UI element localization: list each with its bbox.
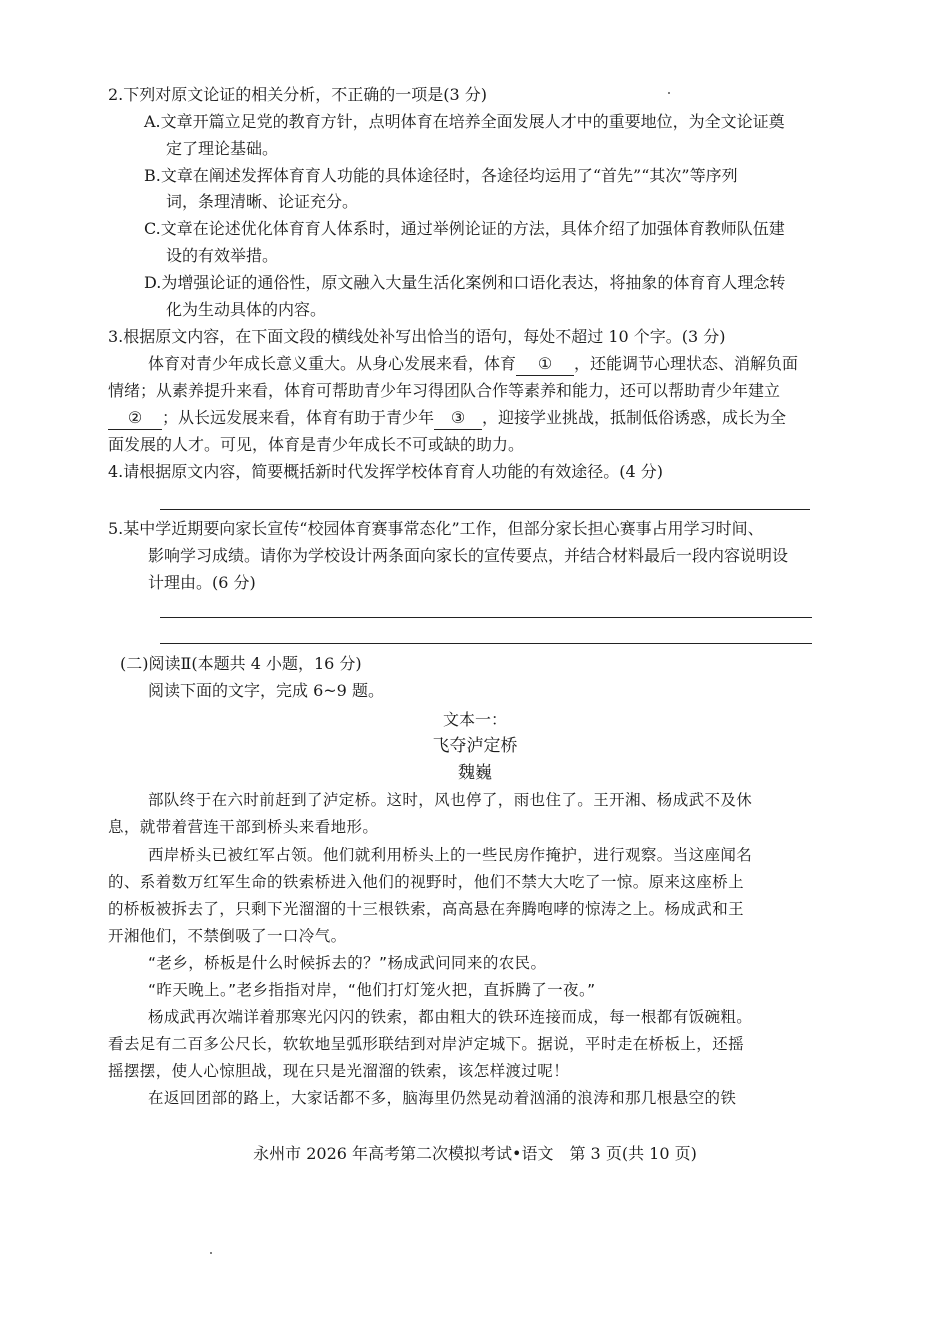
q5-stem-2: 影响学习成绩。请你为学校设计两条面向家长的宣传要点，并结合材料最后一段内容说明设 — [148, 546, 789, 565]
q3-blank-3[interactable]: ③ — [434, 407, 482, 430]
scan-speck — [210, 1252, 212, 1254]
q2-option-d-cont: 化为生动具体的内容。 — [166, 300, 327, 319]
q3-text: ，迎接学业挑战，抵制低俗诱惑，成长为全 — [482, 408, 787, 427]
passage-line: 的桥板被拆去了，只剩下光溜溜的十三根铁索，高高悬在奔腾咆哮的惊涛之上。杨成武和王 — [108, 900, 745, 918]
page-footer: 永州市 2026 年高考第二次模拟考试•语文 第 3 页(共 10 页) — [253, 1144, 697, 1163]
q3-paragraph-line-4: 面发展的人才。可见，体育是青少年成长不可或缺的助力。 — [108, 435, 525, 454]
passage-line: 摇摆摆，使人心惊胆战，现在只是光溜溜的铁索，该怎样渡过呢！ — [108, 1062, 570, 1080]
passage-label: 文本一： — [442, 710, 507, 729]
passage-line: 部队终于在六时前赶到了泸定桥。这时，风也停了，雨也住了。王开湘、杨成武不及休 — [148, 791, 753, 809]
passage-line: 杨成武再次端详着那寒光闪闪的铁索，都由粗大的铁环连接而成，每一根都有饭碗粗。 — [148, 1008, 753, 1026]
q2-option-d: D.为增强论证的通俗性，原文融入大量生活化案例和口语化表达，将抽象的体育育人理念转 — [144, 273, 786, 292]
passage-line: “昨天晚上。”老乡指指对岸，“他们打灯笼火把，直拆腾了一夜。” — [148, 981, 596, 999]
passage-line: 开湘他们，不禁倒吸了一口冷气。 — [108, 927, 347, 945]
q2-stem: 2.下列对原文论证的相关分析，不正确的一项是(3 分) — [108, 85, 488, 104]
q5-answer-line-2[interactable] — [160, 643, 812, 644]
section-2-instruction: 阅读下面的文字，完成 6~9 题。 — [148, 681, 384, 700]
q2-option-c-cont: 设的有效举措。 — [166, 246, 279, 265]
q3-paragraph-line-1 — [148, 353, 798, 376]
q3-blank-2[interactable]: ② — [108, 407, 162, 430]
scan-speck — [668, 92, 670, 94]
passage-author: 魏巍 — [458, 763, 492, 783]
passage-line: “老乡，桥板是什么时候拆去的？”杨成武问同来的农民。 — [148, 954, 547, 972]
q2-option-c: C.文章在论述优化体育育人体系时，通过举例论证的方法，具体介绍了加强体育教师队伍建 — [144, 219, 785, 238]
q3-text: 体育对青少年成长意义重大。从身心发展来看，体育 — [148, 354, 517, 373]
q5-answer-line-1[interactable] — [160, 617, 812, 618]
q2-option-b: B.文章在阐述发挥体育育人功能的具体途径时，各途径均运用了“首先”“其次”等序列 — [144, 166, 738, 185]
q3-paragraph-line-2: 情绪；从素养提升来看，体育可帮助青少年习得团队合作等素养和能力，还可以帮助青少年建立 — [108, 381, 781, 400]
q3-text: ，还能调节心理状态、消解负面 — [574, 354, 799, 373]
passage-line: 在返回团部的路上，大家话都不多，脑海里仍然晃动着汹涌的浪涛和那几根悬空的铁 — [148, 1089, 737, 1107]
q2-option-b-cont: 词，条理清晰、论证充分。 — [166, 192, 359, 211]
q5-stem-1: 5.某中学近期要向家长宣传“校园体育赛事常态化”工作，但部分家长担心赛事占用学习时间、 — [108, 519, 764, 538]
q3-text: ；从长远发展来看，体育有助于青少年 — [162, 408, 435, 427]
q5-stem-3: 计理由。(6 分) — [148, 573, 256, 592]
q2-option-a-cont: 定了理论基础。 — [166, 139, 279, 158]
q2-option-a: A.文章开篇立足党的教育方针，点明体育在培养全面发展人才中的重要地位，为全文论证奠 — [144, 112, 785, 131]
q4-answer-line[interactable] — [160, 509, 810, 510]
section-2-title: (二)阅读Ⅱ(本题共 4 小题，16 分) — [120, 654, 362, 673]
q3-paragraph-line-3 — [108, 407, 786, 430]
passage-line: 看去足有二百多公尺长，软软地呈弧形联结到对岸泸定城下。据说，平时走在桥板上，还摇 — [108, 1035, 745, 1053]
q3-stem: 3.根据原文内容，在下面文段的横线处补写出恰当的语句，每处不超过 10 个字。(3 分) — [108, 327, 726, 346]
passage-line: 西岸桥头已被红军占领。他们就利用桥头上的一些民房作掩护，进行观察。当这座闻名 — [148, 846, 753, 864]
q4-stem: 4.请根据原文内容，简要概括新时代发挥学校体育育人功能的有效途径。(4 分) — [108, 462, 664, 481]
passage-line: 息，就带着营连干部到桥头来看地形。 — [108, 818, 379, 836]
q3-blank-1[interactable]: ① — [516, 353, 574, 376]
passage-line: 的、系着数万红军生命的铁索桥进入他们的视野时，他们不禁大大吃了一惊。原来这座桥上 — [108, 873, 745, 891]
passage-title: 飞夺泸定桥 — [432, 736, 518, 756]
